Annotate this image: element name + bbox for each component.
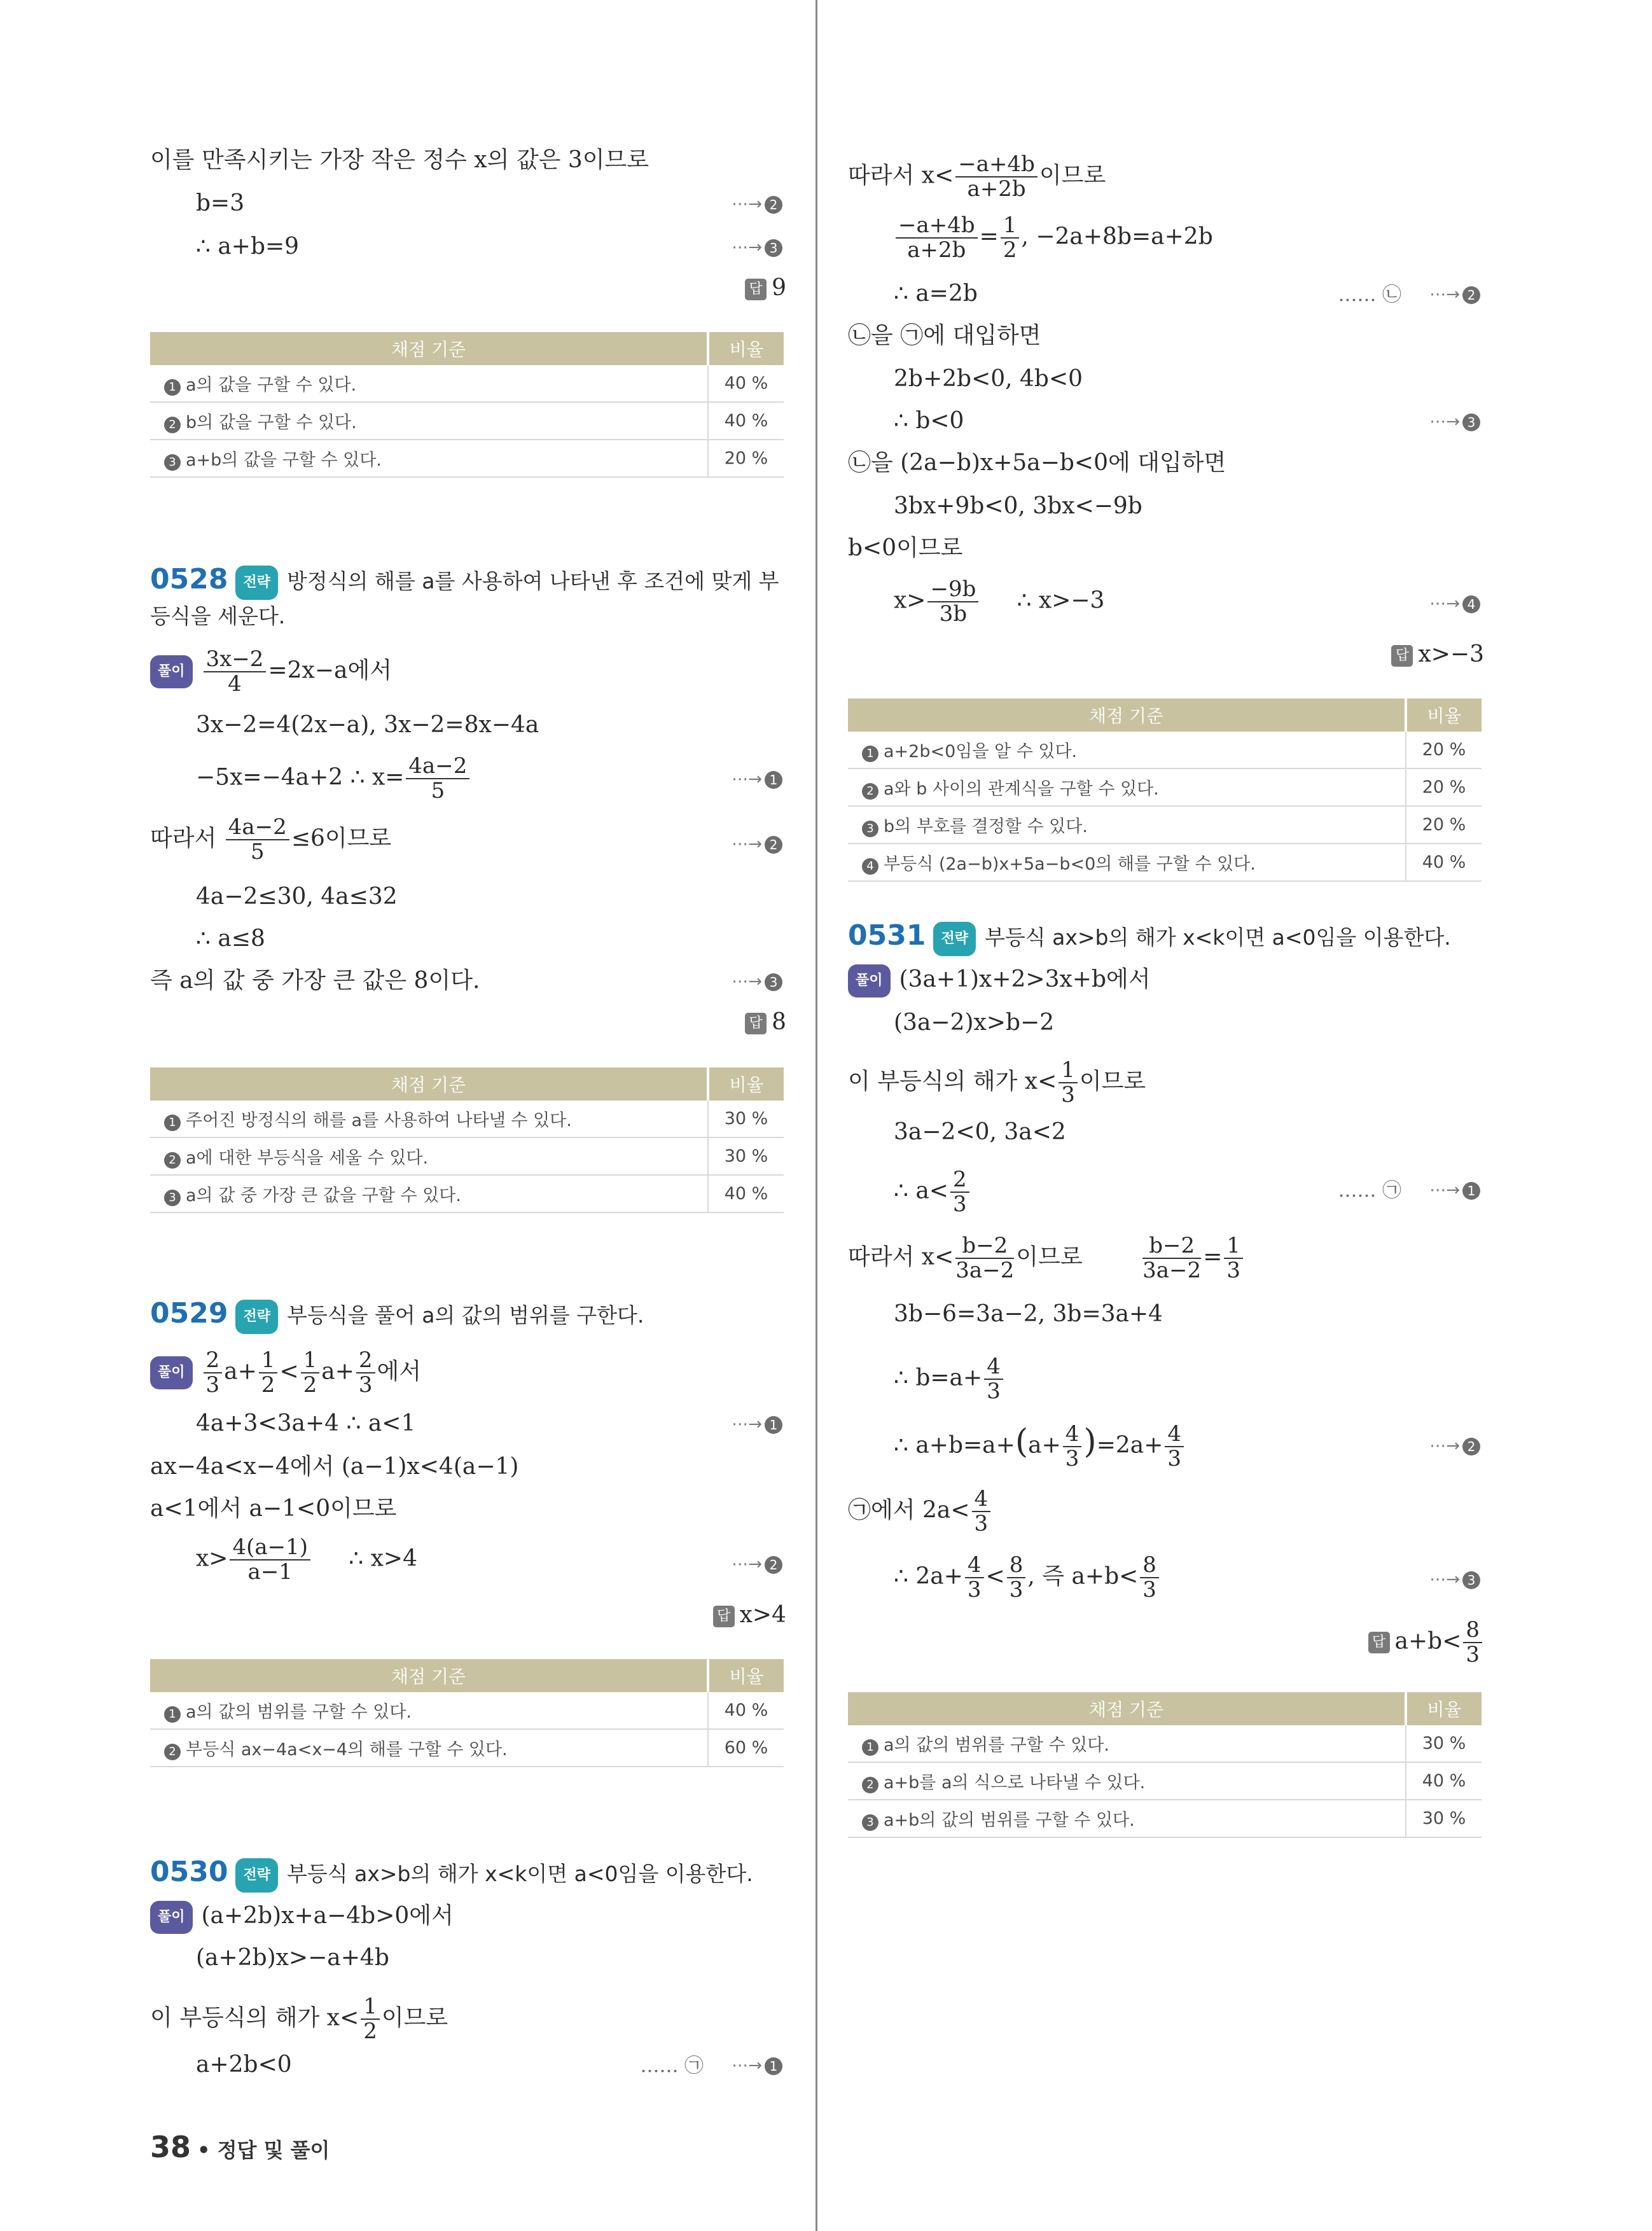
equation: 3bx+9b<0, 3bx<−9b (894, 493, 1142, 519)
step-marker: ⋯→ 2 (1429, 285, 1480, 304)
equation: 풀이 (3a+1)x+2>3x+b에서 (848, 964, 1151, 997)
equation: 따라서 x< $\frac{b-2}{3a-2}$ 이므로 $\frac{b-2}{3a-2}$ = $\frac{1}{3}$ (848, 1234, 1245, 1283)
answer: 답 a+b< $\frac{8}{3}$ (1368, 1618, 1484, 1667)
equation: ㉠에서 2a< $\frac{4}{3}$ (848, 1487, 992, 1536)
grading-table: 채점 기준 비율 1 주어진 방정식의 해를 a를 사용하여 나타낼 수 있다. 30 % 2 a에 대한 부등식을 세울 수 있다. 30 % 3 a의 값 중 가장 큰 값을 구할 수 있다. 40 % (150, 1067, 784, 1213)
equation: b=3 (196, 190, 245, 216)
grading-table: 채점 기준 비율 1 a의 값의 범위를 구할 수 있다. 30 % 2 a+b를 a의 식으로 나타낼 수 있다. 40 % 3 a+b의 값의 범위를 구할 수 있다. 30 % (848, 1692, 1482, 1838)
answer: 답 9 (745, 275, 786, 301)
page-footer (150, 2130, 330, 2164)
equation: 이 부등식의 해가 x< $\frac{1}{2}$ 이므로 (150, 1994, 448, 2045)
step-marker: ⋯→ 3 (1429, 1570, 1480, 1589)
text-line: b<0이므로 (848, 535, 963, 561)
equation: x> $\frac{-9b}{3b}$ ∴ x>−3 (894, 576, 1105, 627)
step-marker: ⋯→ 2 (732, 1555, 782, 1574)
equation: 4a−2≤30, 4a≤32 (196, 884, 398, 910)
equation: ∴ a=2b (894, 281, 978, 307)
grading-table: 채점 기준 비율 1 a의 값을 구할 수 있다. 40 % 2 b의 값을 구할 수 있다. 40 % 3 a+b의 값을 구할 수 있다. 20 % (150, 332, 784, 478)
equation: 따라서 $\frac{4a-2}{5}$ ≤6이므로 (150, 814, 392, 865)
equation: 3b−6=3a−2, 3b=3a+4 (894, 1301, 1163, 1327)
equation: 풀이 (a+2b)x+a−4b>0에서 (150, 1901, 454, 1934)
equation: ∴ 2a+ $\frac{4}{3}$ < $\frac{8}{3}$ , 즉 a+b< $\frac{8}{3}$ (894, 1553, 1161, 1602)
equation: 2b+2b<0, 4b<0 (894, 366, 1083, 392)
grading-table: 채점 기준 비율 1 a의 값의 범위를 구할 수 있다. 40 % 2 부등식 ax−4a<x−4의 해를 구할 수 있다. 60 % (150, 1659, 784, 1767)
equation-tag: …… ㉠ (1338, 1179, 1401, 1202)
problem-header-0530: 0530 전략 부등식 ax>b의 해가 x<k이면 a<0임을 이용한다. (150, 1856, 753, 1893)
step-marker: ⋯→ 4 (1429, 594, 1480, 613)
answer: 답 x>−3 (1391, 641, 1484, 667)
text-line: ㉡을 ㉠에 대입하면 (848, 323, 1041, 349)
step-marker: ⋯→ 2 (1429, 1436, 1480, 1456)
answer: 답 x>4 (713, 1602, 786, 1628)
problem-header-0528: 0528 전략 방정식의 해를 a를 사용하여 나타낸 후 조건에 맞게 부 (150, 564, 779, 600)
equation: 4a+3<3a+4 ∴ a<1 (196, 1410, 416, 1436)
equation: ∴ a+b=a+(a+ $\frac{4}{3}$ )=2a+ $\frac{4}{3}$ (894, 1422, 1186, 1471)
equation: (3a−2)x>b−2 (894, 1010, 1055, 1036)
equation-tag: …… ㉡ (1338, 284, 1401, 306)
equation: ∴ a≤8 (196, 926, 265, 952)
equation: a+2b<0 (196, 2052, 292, 2078)
step-marker: ⋯→ 1 (1429, 1181, 1480, 1200)
equation: 풀이 $\frac{2}{3}$ a+ $\frac{1}{2}$ < $\frac{1}{2}$ a+ $\frac{2}{3}$ 에서 (150, 1349, 421, 1398)
page-number: 38 (150, 2130, 191, 2164)
equation: ∴ a< $\frac{2}{3}$ (894, 1168, 971, 1217)
answer: 답 8 (745, 1009, 786, 1035)
step-marker: ⋯→ 1 (732, 2056, 782, 2075)
step-marker: ⋯→ 3 (1429, 412, 1480, 431)
step-marker: ⋯→ 3 (732, 238, 782, 257)
equation: −5x=−4a+2 ∴ x= $\frac{4a-2}{5}$ (196, 754, 471, 803)
strategy-text: 등식을 세운다. (150, 604, 286, 629)
column-divider (816, 0, 817, 2231)
text-line: ㉡을 (2a−b)x+5a−b<0에 대입하면 (848, 450, 1226, 476)
step-marker: ⋯→ 3 (732, 972, 782, 991)
equation: ∴ b<0 (894, 408, 964, 434)
text-line: 이를 만족시키는 가장 작은 정수 x의 값은 3이므로 (150, 147, 649, 173)
equation: 이 부등식의 해가 x< $\frac{1}{3}$ 이므로 (848, 1057, 1146, 1108)
equation: ∴ b=a+ $\frac{4}{3}$ (894, 1355, 1005, 1404)
right-column (848, 0, 1484, 2231)
left-column (150, 0, 786, 2231)
equation: $\frac{-a+4b}{a+2b}$ = $\frac{1}{2}$ , −2a+8b=a+2b (894, 214, 1213, 263)
equation-tag: …… ㉠ (640, 2055, 704, 2077)
grading-table: 채점 기준 비율 1 a+2b<0임을 알 수 있다. 20 % 2 a와 b 사이의 관계식을 구할 수 있다. 20 % 3 b의 부호를 결정할 수 있다. 20 % 4 부등식 (2a−b)x+5a−b<0의 해를 구할 수 있다. 40 % (848, 698, 1482, 882)
text-line: 즉 a의 값 중 가장 큰 값은 8이다. (150, 968, 480, 994)
problem-header-0529: 0529 전략 부등식을 풀어 a의 값의 범위를 구한다. (150, 1298, 644, 1334)
problem-header-0531: 0531 전략 부등식 ax>b의 해가 x<k이면 a<0임을 이용한다. (848, 920, 1451, 956)
equation: ax−4a<x−4에서 (a−1)x<4(a−1) (150, 1454, 519, 1480)
equation: 3x−2=4(2x−a), 3x−2=8x−4a (196, 712, 539, 738)
equation: x> $\frac{4(a-1)}{a-1}$ ∴ x>4 (196, 1534, 417, 1585)
equation: 3a−2<0, 3a<2 (894, 1119, 1066, 1145)
step-marker: ⋯→ 1 (732, 1415, 782, 1434)
equation: (a+2b)x>−a+4b (196, 1945, 389, 1971)
step-marker: ⋯→ 2 (732, 195, 782, 214)
step-marker: ⋯→ 1 (732, 770, 782, 789)
footer-title: • 정답 및 풀이 (197, 2138, 330, 2162)
equation: a<1에서 a−1<0이므로 (150, 1496, 397, 1522)
equation: 풀이 $\frac{3x-2}{4}$ =2x−a에서 (150, 648, 392, 697)
equation: ∴ a+b=9 (196, 233, 300, 260)
equation: 따라서 x< $\frac{-a+4b}{a+2b}$ 이므로 (848, 151, 1106, 202)
step-marker: ⋯→ 2 (732, 835, 782, 854)
